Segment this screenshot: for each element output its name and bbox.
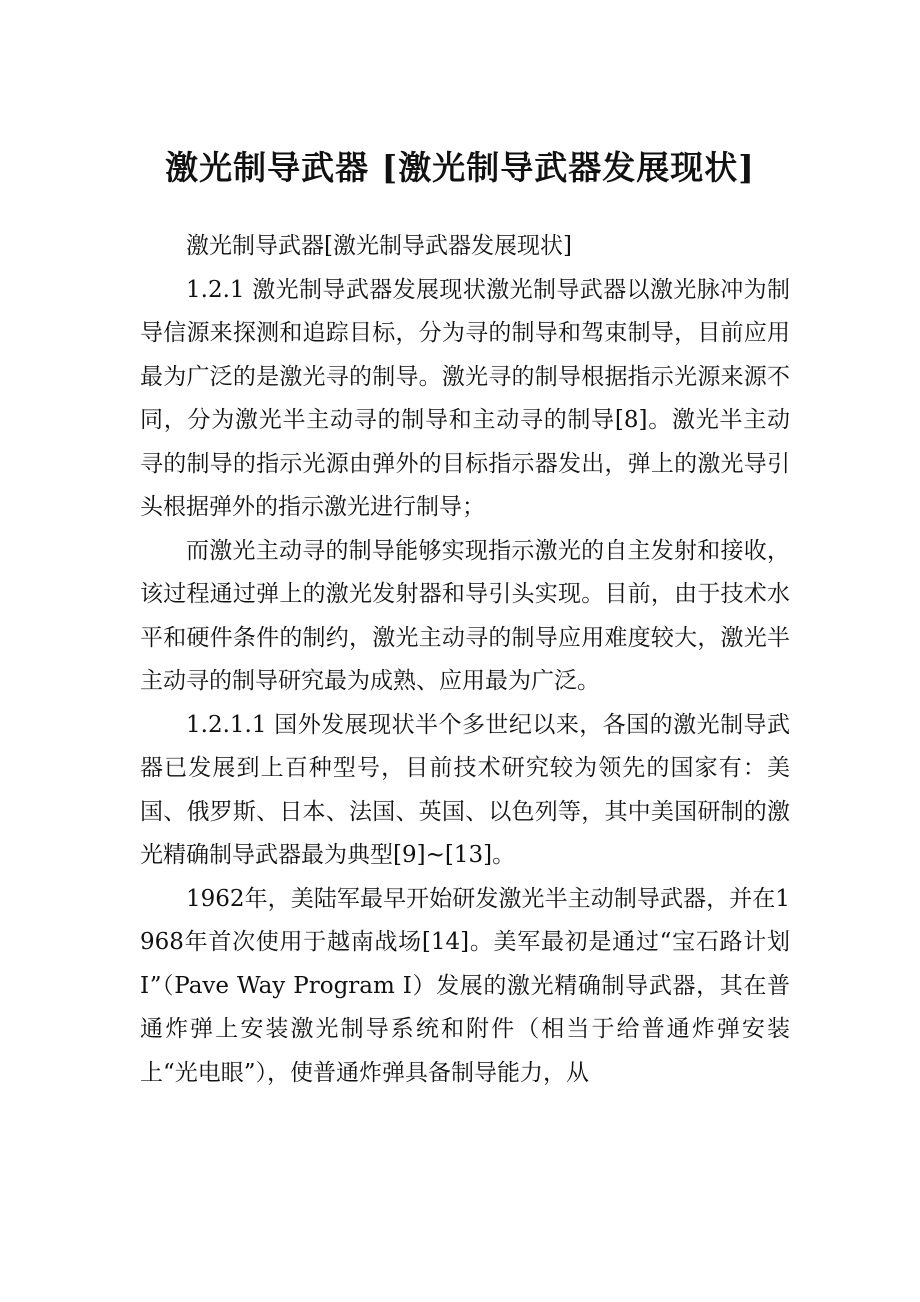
paragraph-active-homing: 而激光主动寻的制导能够实现指示激光的自主发射和接收，该过程通过弹上的激光发射器和导引头实现。目前，由于技术水平和硬件条件的制约，激光主动寻的制导应用难度较大，激光半主动寻的制导研究最为成熟、应用最为广泛。 — [140, 537, 790, 694]
paragraph-subtitle: 激光制导武器[激光制导武器发展现状] — [186, 233, 572, 259]
document-title: 激光制导武器 [激光制导武器发展现状] — [165, 148, 755, 187]
paragraph-us-army-history: 1962年，美陆军最早开始研发激光半主动制导武器，并在1968年首次使用于越南战场[14]。美军最初是通过“宝石路计划Ⅰ”（Pave Way Program Ⅰ）发展的激光精确制导武器，其在普通炸弹上安装激光制导系统和附件（相当于给普通炸弹安装上“光电眼”），使普通炸弹具备制导能力，从 — [140, 885, 790, 1086]
paragraph-foreign-status: 1.2.1.1 国外发展现状半个多世纪以来，各国的激光制导武器已发展到上百种型号，目前技术研究较为领先的国家有：美国、俄罗斯、日本、法国、英国、以色列等，其中美国研制的激光精确制导武器最为典型[9]~[13]。 — [140, 711, 790, 868]
paragraph-laser-guidance-status: 1.2.1 激光制导武器发展现状激光制导武器以激光脉冲为制导信源来探测和追踪目标，分为寻的制导和驾束制导，目前应用最为广泛的是激光寻的制导。激光寻的制导根据指示光源来源不同，分为激光半主动寻的制导和主动寻的制导[8]。激光半主动寻的制导的指示光源由弹外的目标指示器发出，弹上的激光导引头根据弹外的指示激光进行制导； — [140, 276, 790, 520]
document-body — [140, 225, 790, 1095]
